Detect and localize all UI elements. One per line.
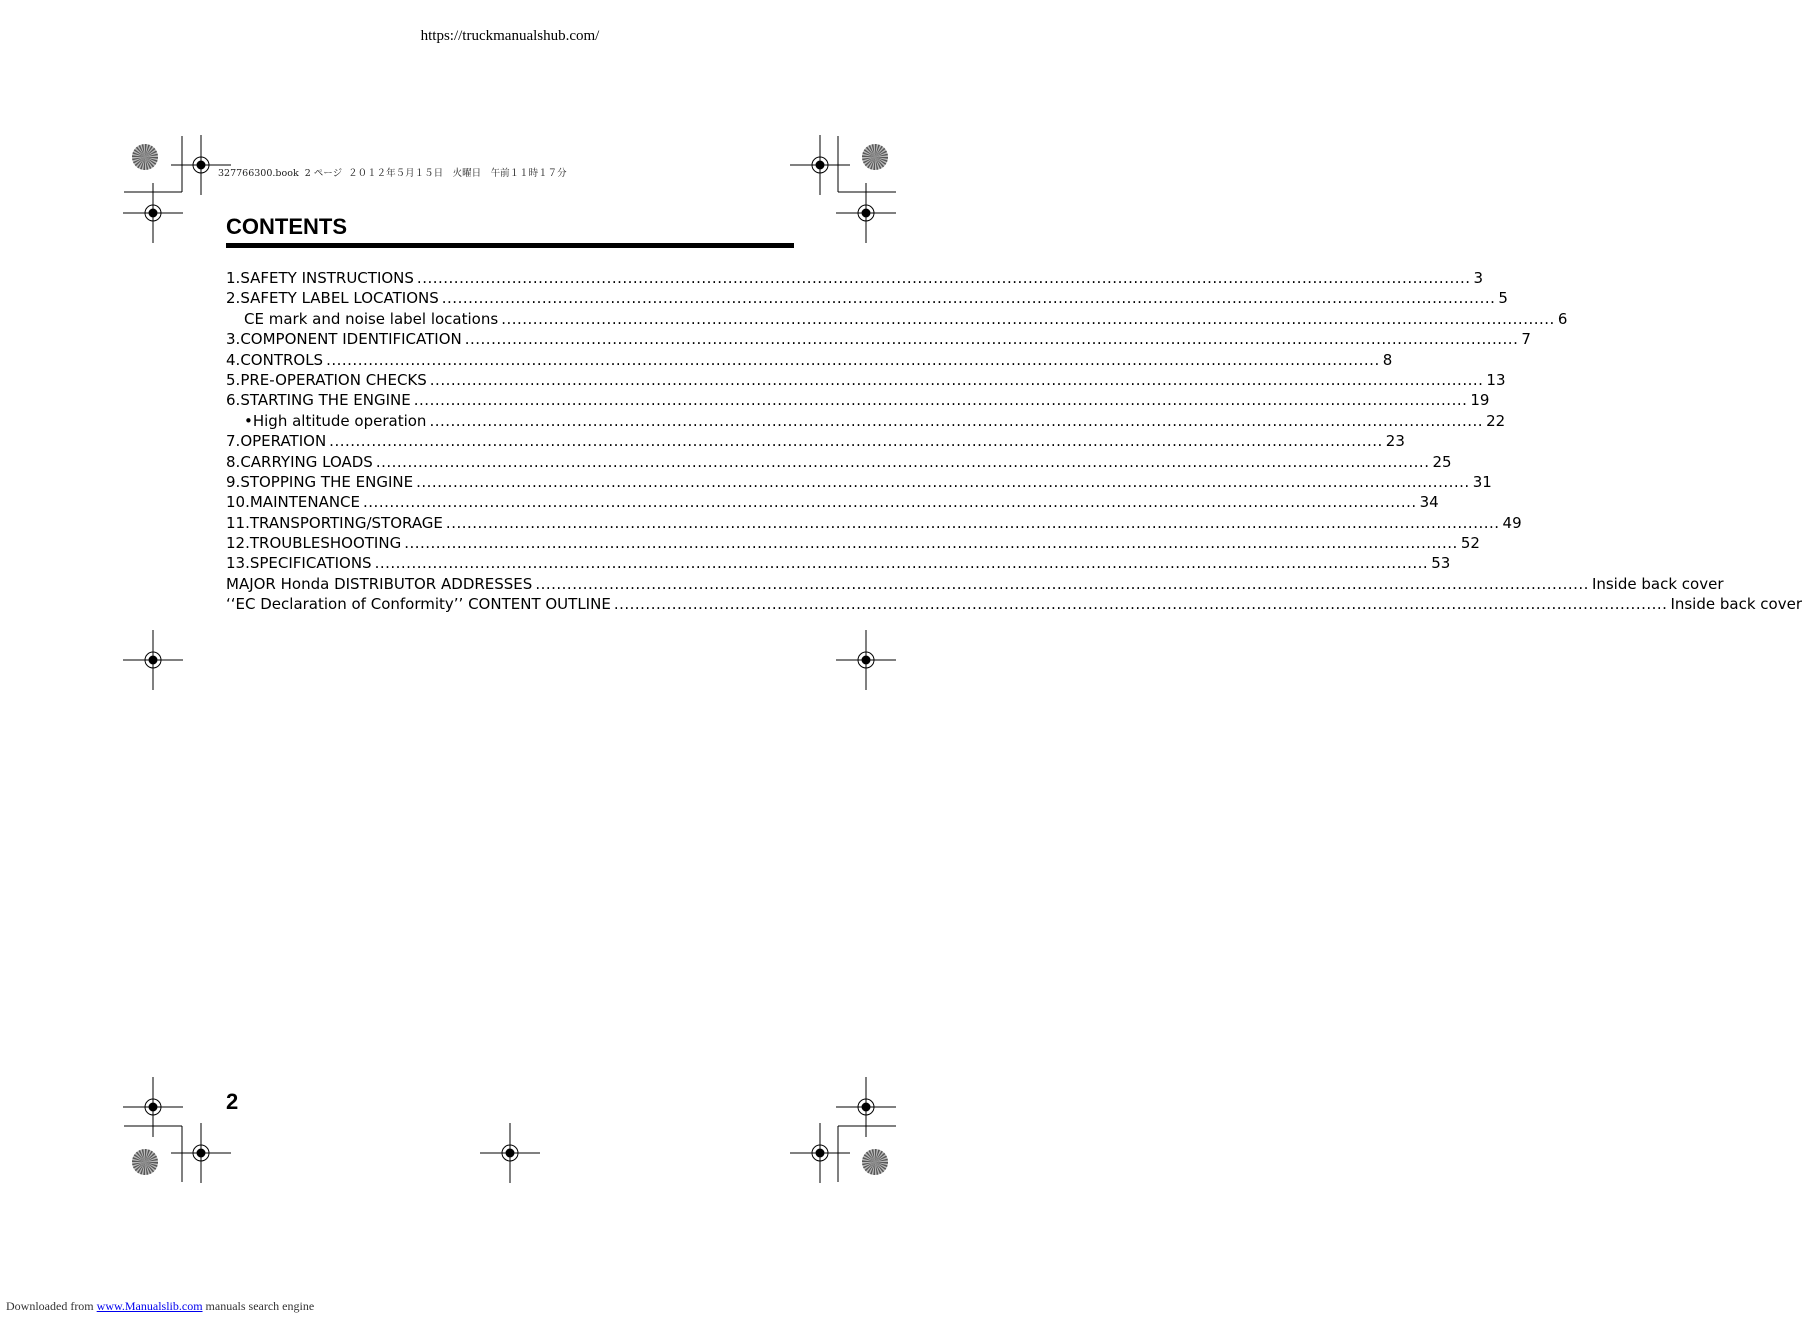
- toc-entry[interactable]: [226, 370, 1506, 390]
- registration-target: [123, 1077, 183, 1137]
- registration-target: [836, 630, 896, 690]
- toc-entry-title: MAJOR Honda DISTRIBUTOR ADDRESSES: [226, 574, 533, 593]
- toc-leader-dots: ........................................................................................................................................................................................................: [429, 370, 1484, 389]
- toc-entry-number: 5.: [226, 370, 241, 389]
- toc-entry[interactable]: [226, 350, 1393, 370]
- toc-entry[interactable]: [226, 472, 1492, 492]
- toc-entry-page: 22: [1486, 411, 1506, 430]
- toc-entry-number: 13.: [226, 554, 250, 573]
- toc-entry-title: SAFETY INSTRUCTIONS: [240, 269, 414, 287]
- toc-entry[interactable]: [226, 553, 1451, 573]
- toc-entry-page: 8: [1382, 350, 1393, 369]
- toc-entry-title: COMPONENT IDENTIFICATION: [240, 330, 462, 349]
- star-target: [132, 144, 158, 170]
- toc-entry-number: 1.: [226, 269, 241, 287]
- toc-entry-title: STARTING THE ENGINE: [240, 391, 411, 410]
- table-of-contents: [226, 268, 1802, 615]
- toc-entry-page: 52: [1460, 534, 1480, 553]
- registration-target: [790, 135, 850, 195]
- toc-entry-page: 19: [1470, 391, 1490, 410]
- toc-entry-title: SAFETY LABEL LOCATIONS: [240, 289, 439, 308]
- toc-entry[interactable]: [226, 431, 1405, 451]
- toc-leader-dots: ........................................................................................................................................................................................................: [374, 554, 1429, 573]
- toc-entry-title: •High altitude operation: [244, 411, 427, 430]
- print-info-line: 327766300.book 2 ページ ２０１２年５月１５日 火曜日 午前１１時１７分: [218, 168, 567, 179]
- toc-entry[interactable]: [226, 268, 1484, 288]
- download-footer: [6, 1299, 314, 1314]
- footer-suffix: manuals search engine: [202, 1299, 315, 1313]
- toc-entry-page: 25: [1432, 452, 1452, 471]
- toc-entry-page: Inside back cover: [1591, 574, 1724, 593]
- toc-entry[interactable]: [226, 309, 1568, 329]
- toc-entry[interactable]: [226, 594, 1802, 614]
- star-target: [132, 1149, 158, 1175]
- toc-entry-number: 9.: [226, 472, 241, 491]
- toc-entry-page: 3: [1473, 269, 1484, 287]
- toc-entry-number: 7.: [226, 432, 241, 451]
- page-number: 2: [226, 1089, 239, 1114]
- toc-leader-dots: ........................................................................................................................................................................................................: [613, 595, 1668, 614]
- registration-target: [790, 1123, 850, 1183]
- toc-entry-number: 11.: [226, 513, 250, 532]
- toc-entry-number: 12.: [226, 534, 250, 553]
- toc-leader-dots: ........................................................................................................................................................................................................: [429, 411, 1484, 430]
- heading-rule: [226, 243, 794, 248]
- toc-entry-page: Inside back cover: [1670, 595, 1802, 614]
- registration-target: [171, 1123, 231, 1183]
- star-target: [862, 144, 888, 170]
- toc-leader-dots: ........................................................................................................................................................................................................: [329, 432, 1383, 451]
- toc-entry-number: 8.: [226, 452, 241, 471]
- toc-leader-dots: ........................................................................................................................................................................................................: [464, 330, 1519, 349]
- toc-entry-title: PRE-OPERATION CHECKS: [240, 370, 427, 389]
- toc-entry-title: TROUBLESHOOTING: [249, 534, 402, 553]
- source-url: https://truckmanualshub.com/: [420, 28, 600, 44]
- contents-heading: CONTENTS: [226, 214, 347, 239]
- toc-entry-number: 4.: [226, 350, 241, 369]
- toc-entry-title: TRANSPORTING/STORAGE: [249, 513, 443, 532]
- toc-leader-dots: ........................................................................................................................................................................................................: [416, 269, 1471, 287]
- toc-entry-page: 49: [1502, 513, 1522, 532]
- toc-entry-page: 13: [1486, 370, 1506, 389]
- toc-entry-page: 7: [1521, 330, 1531, 349]
- toc-leader-dots: ........................................................................................................................................................................................................: [404, 534, 1458, 553]
- toc-leader-dots: ........................................................................................................................................................................................................: [413, 391, 1468, 410]
- toc-entry-page: 31: [1472, 472, 1492, 491]
- toc-leader-dots: ........................................................................................................................................................................................................: [416, 472, 1470, 491]
- toc-entry-page: 6: [1557, 309, 1568, 328]
- toc-entry[interactable]: [226, 533, 1480, 553]
- toc-entry-title: CONTROLS: [240, 350, 324, 369]
- toc-entry-page: 53: [1431, 554, 1451, 573]
- toc-leader-dots: ........................................................................................................................................................................................................: [441, 289, 1496, 308]
- toc-entry-title: ‘‘EC Declaration of Conformity’’ CONTENT OUTLINE: [226, 595, 611, 614]
- toc-entry-number: 6.: [226, 391, 241, 410]
- toc-entry-title: CARRYING LOADS: [240, 452, 373, 471]
- registration-target: [171, 135, 231, 195]
- toc-entry-title: OPERATION: [240, 432, 327, 451]
- toc-entry-number: 3.: [226, 330, 241, 349]
- toc-leader-dots: ........................................................................................................................................................................................................: [445, 513, 1500, 532]
- toc-entry-page: 5: [1498, 289, 1508, 308]
- toc-leader-dots: ........................................................................................................................................................................................................: [363, 493, 1417, 512]
- manualslib-link[interactable]: www.Manualslib.com: [96, 1299, 203, 1313]
- toc-entry[interactable]: [226, 390, 1490, 410]
- toc-leader-dots: ........................................................................................................................................................................................................: [501, 309, 1555, 328]
- toc-entry-number: 10.: [226, 493, 250, 512]
- toc-leader-dots: ........................................................................................................................................................................................................: [375, 452, 1430, 471]
- toc-leader-dots: ........................................................................................................................................................................................................: [535, 574, 1589, 593]
- toc-entry-title: CE mark and noise label locations: [244, 309, 499, 328]
- registration-target: [836, 1077, 896, 1137]
- registration-target: [480, 1123, 540, 1183]
- toc-entry[interactable]: [226, 513, 1522, 533]
- toc-entry[interactable]: [226, 574, 1724, 594]
- toc-entry-title: MAINTENANCE: [249, 493, 361, 512]
- footer-prefix: Downloaded from: [6, 1299, 97, 1313]
- registration-target: [123, 630, 183, 690]
- toc-entry-title: SPECIFICATIONS: [249, 554, 372, 573]
- toc-entry[interactable]: [226, 288, 1508, 308]
- star-target: [862, 1149, 888, 1175]
- toc-entry[interactable]: [226, 492, 1439, 512]
- toc-entry[interactable]: [226, 452, 1452, 472]
- toc-leader-dots: ........................................................................................................................................................................................................: [326, 350, 1380, 369]
- toc-entry-number: 2.: [226, 289, 241, 308]
- toc-entry[interactable]: [226, 329, 1531, 349]
- toc-entry-title: STOPPING THE ENGINE: [240, 472, 414, 491]
- toc-entry[interactable]: [226, 411, 1506, 431]
- toc-entry-page: 34: [1419, 493, 1439, 512]
- toc-entry-page: 23: [1385, 432, 1405, 451]
